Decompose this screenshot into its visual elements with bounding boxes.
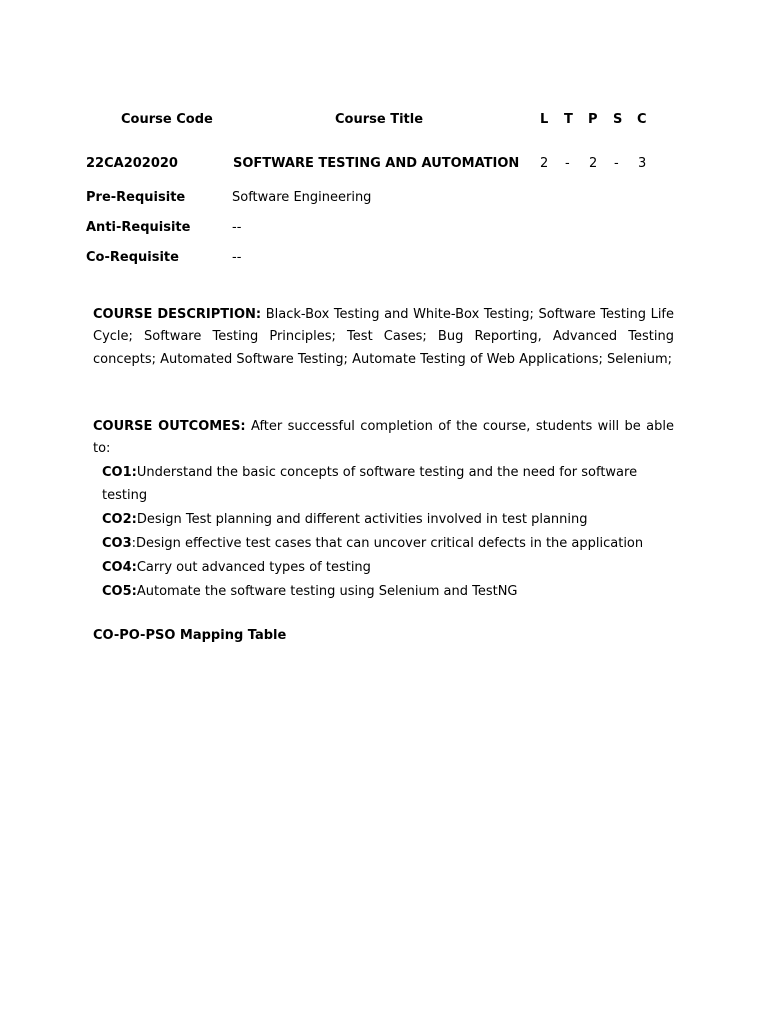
outcome-text: :Design effective test cases that can uncover critical defects in the application (131, 536, 644, 551)
list-item (102, 580, 662, 603)
ltpsc-label-l: L (540, 112, 549, 127)
list-item (102, 556, 662, 579)
mapping-table-title: CO-PO-PSO Mapping Table (93, 628, 287, 643)
ltpsc-value-l: 2 (540, 156, 549, 171)
course-outcomes-label: COURSE OUTCOMES: (93, 419, 246, 434)
list-item (102, 532, 662, 555)
course-description-label: COURSE DESCRIPTION: (93, 307, 262, 322)
ltpsc-value-t: - (565, 156, 570, 171)
anti-requisite-label: Anti-Requisite (86, 220, 191, 235)
ltpsc-label-p: P (588, 112, 598, 127)
outcome-text: Automate the software testing using Selenium and TestNG (136, 584, 518, 599)
pre-requisite-label: Pre-Requisite (86, 190, 186, 205)
course-outcomes-list (102, 461, 662, 604)
course-description-text: Black-Box Testing and White-Box Testing; Software Testing Life Cycle; Software Testing Principles; Test Cases; Bug Reporting, Advanced Testing concepts; Automated Software Testing; Automate Testing of Web Applications; Selenium; (93, 307, 674, 367)
course-outcomes-intro-text: After successful completion of the course, students will be able to: (93, 419, 675, 457)
course-title-header: Course Title (335, 112, 424, 127)
outcome-text: Carry out advanced types of testing (136, 560, 371, 575)
ltpsc-label-t: T (564, 112, 573, 127)
course-outcomes-intro (93, 416, 674, 461)
co-requisite-label: Co-Requisite (86, 250, 179, 265)
ltpsc-value-s: - (614, 156, 619, 171)
outcome-code: CO2: (102, 512, 137, 527)
outcome-text: Design Test planning and different activities involved in test planning (136, 512, 588, 527)
pre-requisite-value: Software Engineering (232, 190, 372, 205)
course-title: SOFTWARE TESTING AND AUTOMATION (233, 156, 520, 171)
co-requisite-value: -- (232, 250, 242, 265)
course-description (93, 304, 674, 371)
ltpsc-label-c: C (637, 112, 647, 127)
list-item (102, 461, 662, 507)
ltpsc-label-s: S (613, 112, 623, 127)
outcome-code: CO3 (102, 536, 132, 551)
outcome-code: CO5: (102, 584, 137, 599)
outcome-code: CO4: (102, 560, 137, 575)
ltpsc-value-p: 2 (589, 156, 598, 171)
outcome-code: CO1: (102, 465, 137, 480)
outcome-text: Understand the basic concepts of software testing and the need for software testing (102, 465, 638, 503)
anti-requisite-value: -- (232, 220, 242, 235)
course-code-header: Course Code (121, 112, 213, 127)
course-code: 22CA202020 (86, 156, 178, 171)
list-item (102, 508, 662, 531)
ltpsc-value-c: 3 (638, 156, 647, 171)
